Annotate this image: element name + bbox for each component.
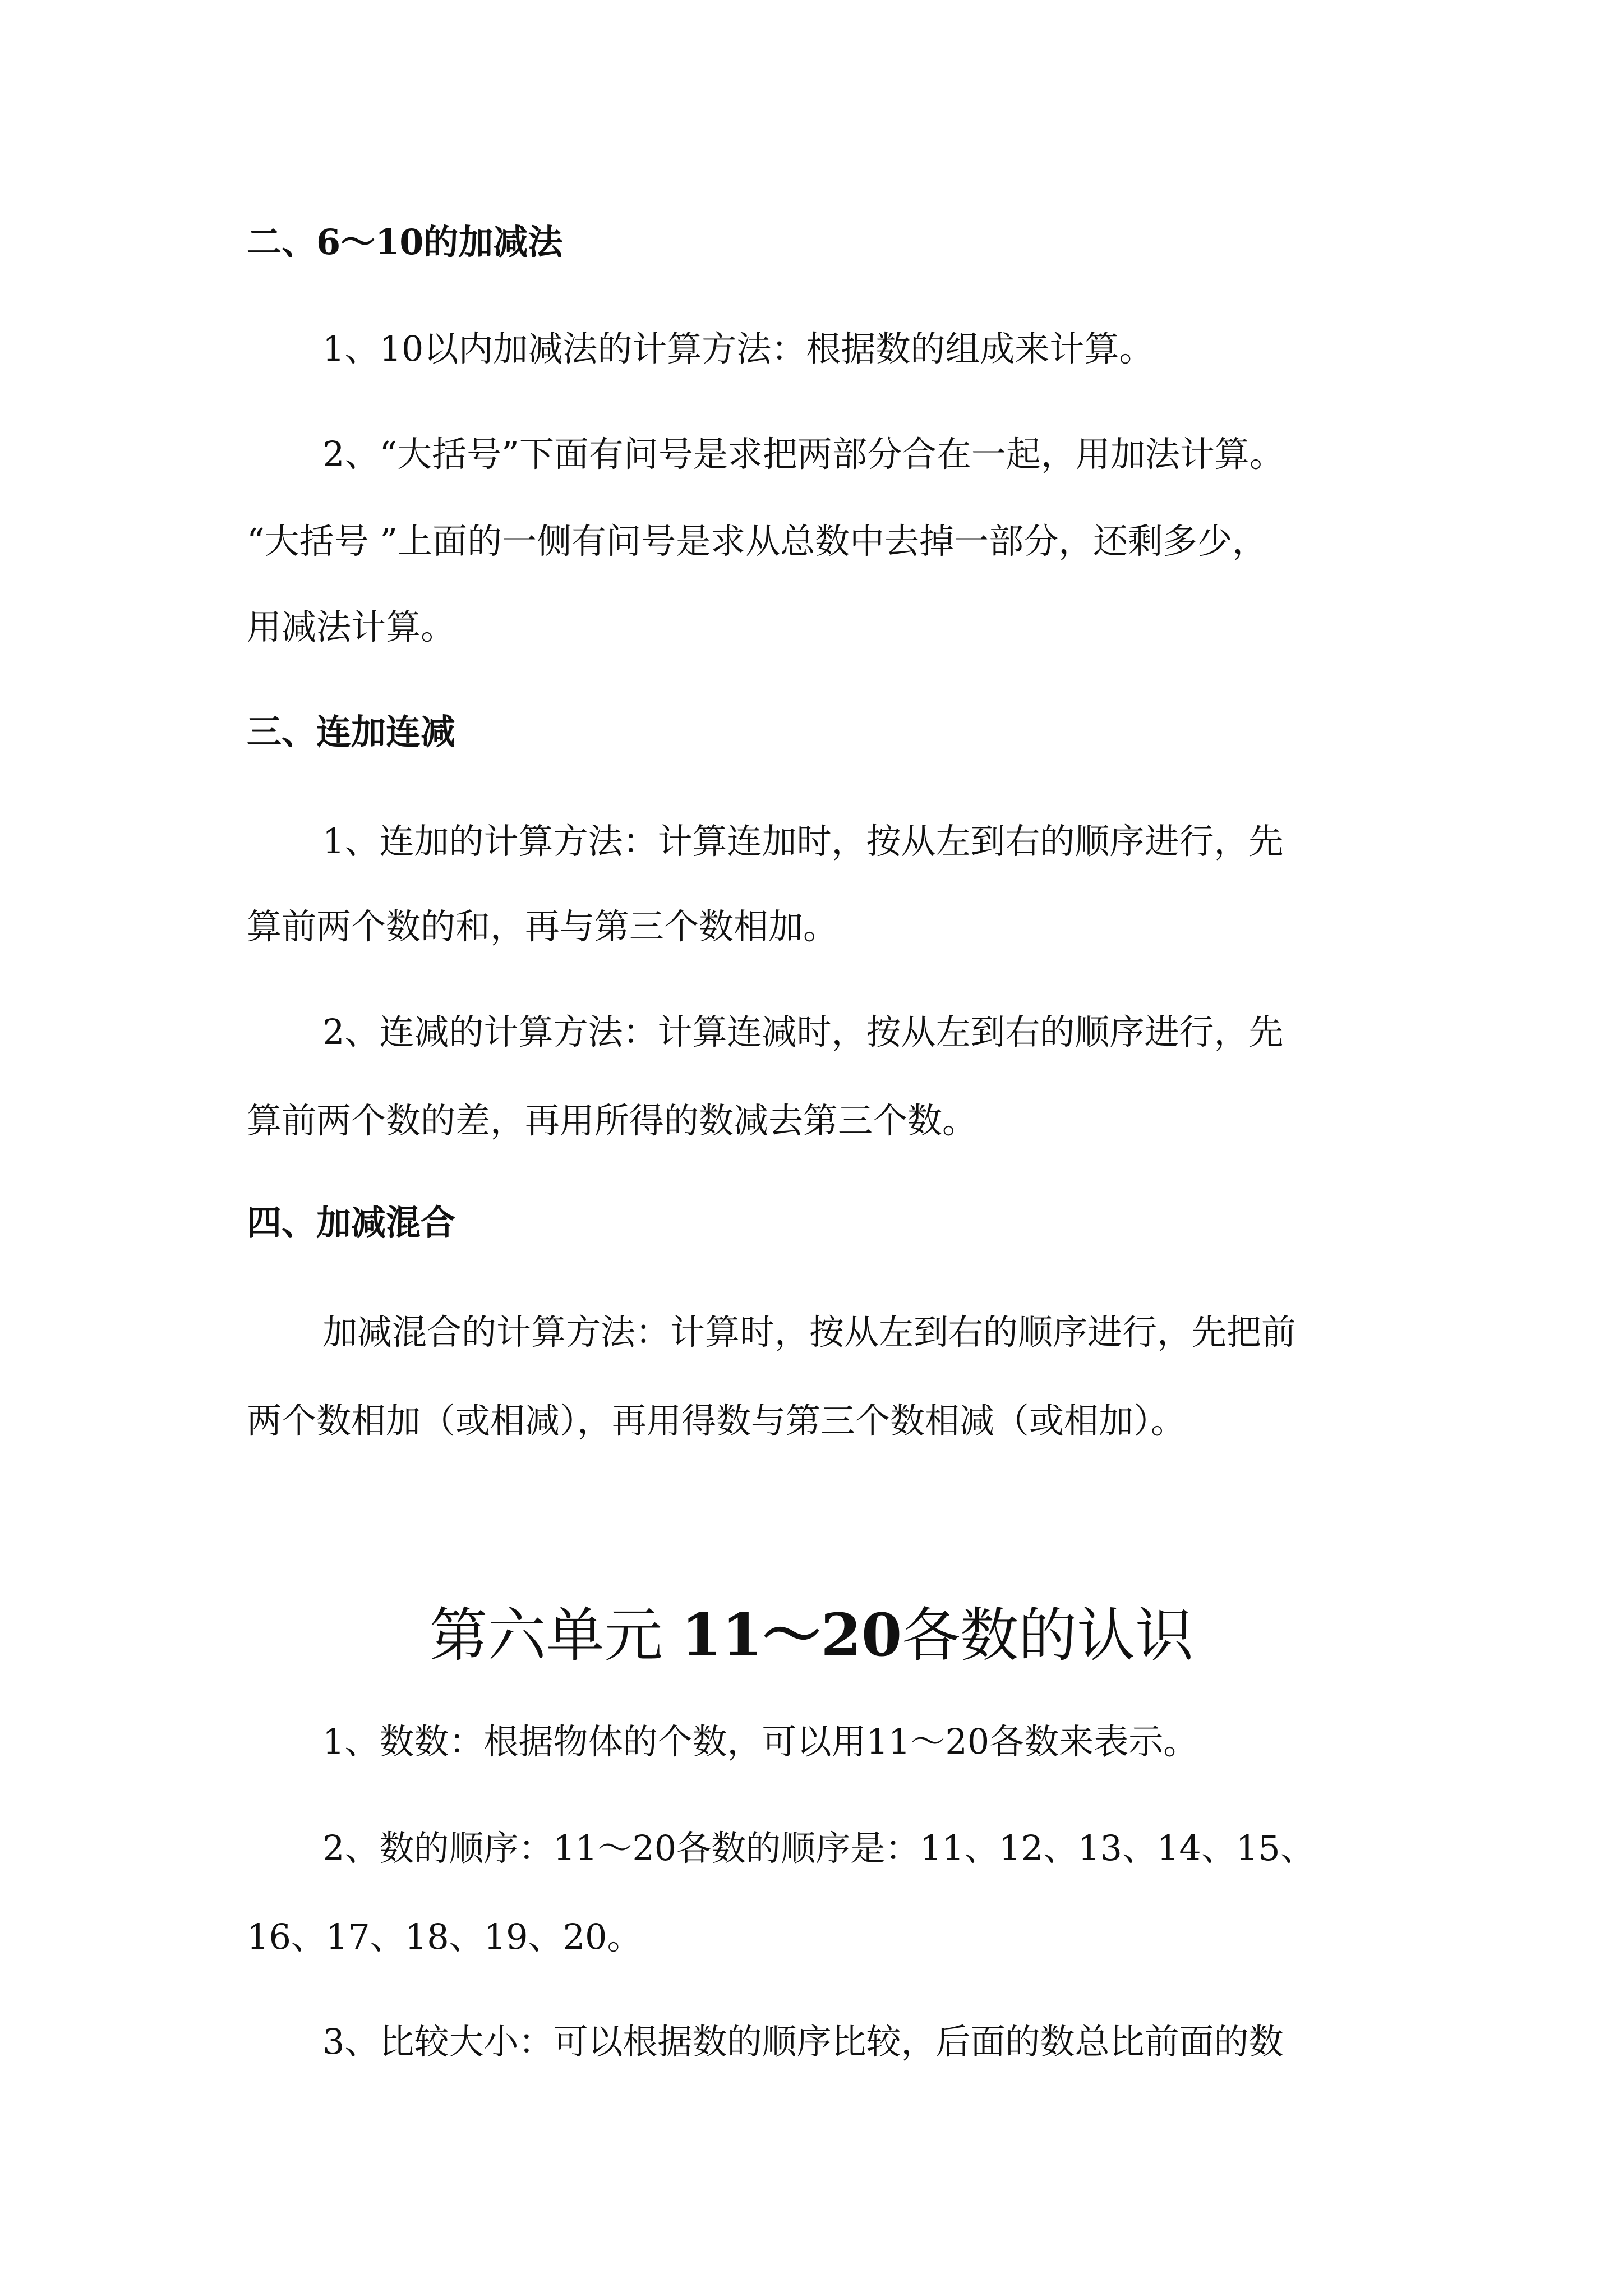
paragraph-line: 两个数相加（或相减），再用得数与第三个数相减（或相加）。 [247,1400,1186,1441]
paragraph-line: 1、数数：根据物体的个数，可以用11～20各数来表示。 [322,1721,1198,1762]
section-heading-continuous-add-subtract: 三、连加连减 [247,711,456,752]
paragraph-line: 1、连加的计算方法：计算连加时，按从左到右的顺序进行，先 [322,821,1284,862]
paragraph-line: 算前两个数的和，再与第三个数相加。 [247,906,838,947]
paragraph-line: 3、比较大小：可以根据数的顺序比较，后面的数总比前面的数 [322,2021,1284,2062]
paragraph-line: 16、17、18、19、20。 [247,1916,642,1957]
section-heading-addition-subtraction-6-10: 二、6～10的加减法 [247,222,563,263]
paragraph-line: 1、10以内加减法的计算方法：根据数的组成来计算。 [322,328,1154,369]
paragraph-line: 2、数的顺序：11～20各数的顺序是：11、12、13、14、15、 [322,1828,1315,1869]
unit-title-suffix: 各数的认识 [902,1601,1194,1669]
paragraph-line: 2、连减的计算方法：计算连减时，按从左到右的顺序进行，先 [322,1011,1284,1052]
paragraph-line: 算前两个数的差，再用所得的数减去第三个数。 [247,1100,978,1141]
paragraph-line: 加减混合的计算方法：计算时，按从左到右的顺序进行，先把前 [322,1312,1297,1352]
paragraph-line: 用减法计算。 [247,606,456,647]
unit-title [0,1599,1623,1672]
paragraph-line: 2、“大括号”下面有问号是求把两部分合在一起，用加法计算。 [322,434,1284,475]
unit-title-prefix: 第六单元 [429,1601,663,1669]
unit-title-number: 11～20 [681,1600,902,1669]
paragraph-line: “大括号 ”上面的一侧有问号是求从总数中去掉一部分，还剩多少， [247,521,1267,562]
section-heading-mixed-add-subtract: 四、加减混合 [247,1202,456,1243]
